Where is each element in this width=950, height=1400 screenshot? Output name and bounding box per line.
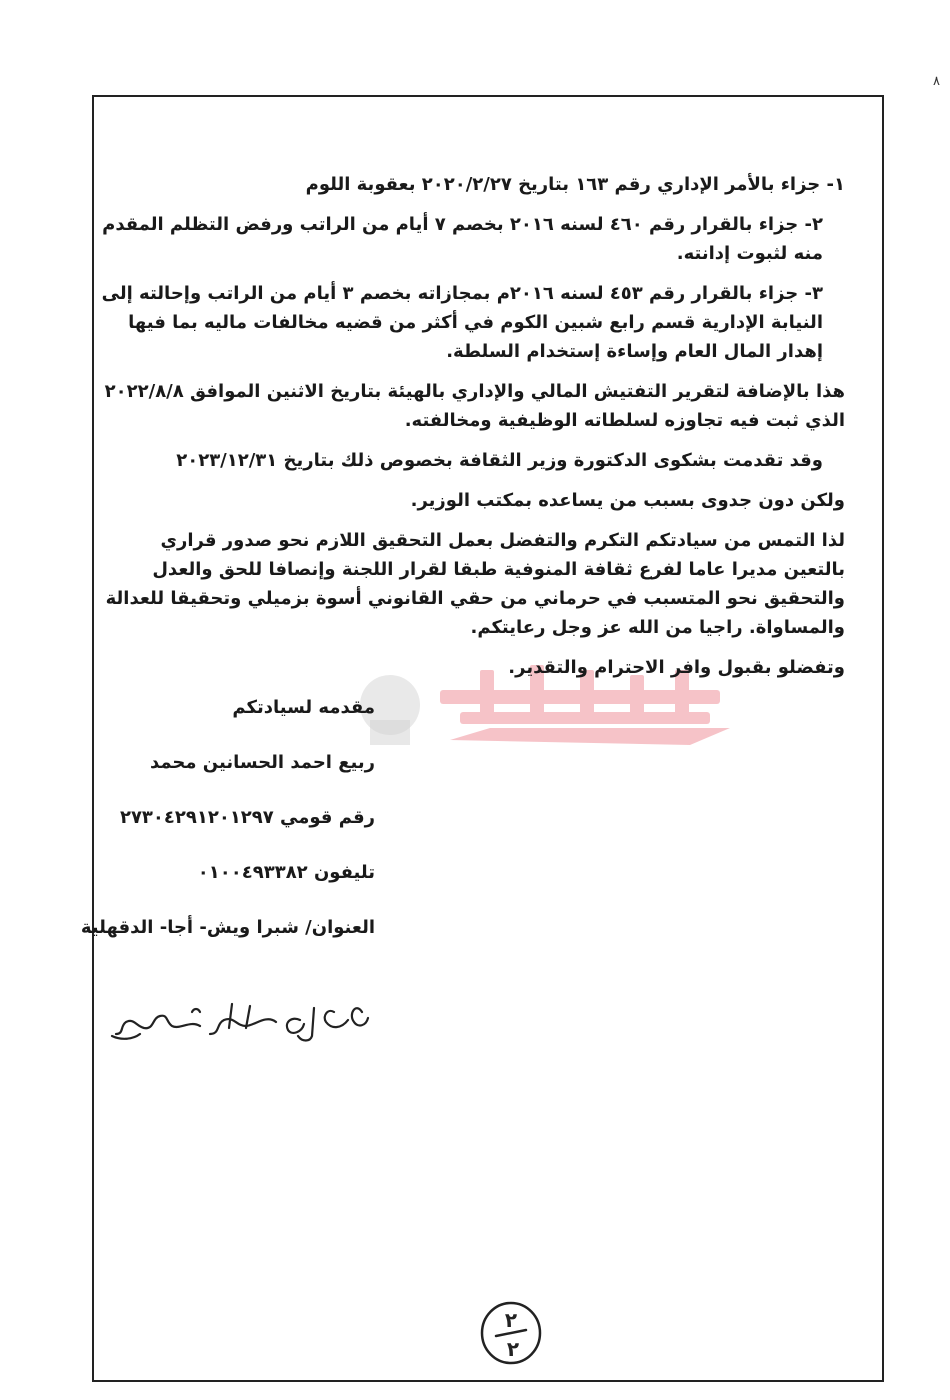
phone-number: تليفون ٠١٠٠٤٩٣٣٨٢ xyxy=(197,862,375,883)
page-number-seal xyxy=(478,1300,544,1366)
closing-line: وتفضلو بقبول وافر الاحترام والتقدير. xyxy=(508,657,845,678)
page-number-current: ٢ xyxy=(504,1308,518,1332)
address: العنوان/ شبرا ويش- أجا- الدقهلية xyxy=(80,917,375,938)
signature-intro: مقدمه لسيادتكم xyxy=(232,697,375,718)
page-number-total: ٢ xyxy=(506,1337,520,1361)
penalty-item-1: ١- جزاء بالأمر الإداري رقم ١٦٣ بتاريخ ٢٠٢٠/٢/٢٧ بعقوبة اللوم xyxy=(305,174,845,195)
penalty-item-2: ٢- جزاء بالقرار رقم ٤٦٠ لسنه ٢٠١٦ بخصم ٧ أيام من الراتب ورفض التظلم المقدم منه لثبوت إدانته. xyxy=(102,214,823,264)
letter-body xyxy=(80,170,845,968)
signer-name: ربيع احمد الحسانين محمد xyxy=(149,752,375,773)
penalty-item-3: ٣- جزاء بالقرار رقم ٤٥٣ لسنه ٢٠١٦م بمجازاته بخصم ٣ أيام من الراتب وإحالته إلى النيابة الإدارية قسم رابع شبين الكوم في أكثر من قضيه مخالفات ماليه بما فيها إهدار المال العام وإساءة إستخدام السلطة. xyxy=(101,283,823,362)
corner-mark: ٨ xyxy=(933,74,940,89)
signature-block xyxy=(80,693,845,943)
handwritten-signature xyxy=(100,990,380,1050)
inspection-report-paragraph: هذا بالإضافة لتقرير التفتيش المالي والإداري بالهيئة بتاريخ الاثنين الموافق ٢٠٢٢/٨/٨ الذي ثبت فيه تجاوزه لسلطاته الوظيفية ومخالفته. xyxy=(104,381,845,431)
request-paragraph: لذا التمس من سيادتكم التكرم والتفضل بعمل التحقيق اللازم نحو صدور قراري بالتعين مديرا عاما لفرع ثقافة المنوفية طبقا لقرار اللجنة وإنصافا للحق والعدل والتحقيق نحو المتسبب في حرماني من حقي القانوني أسوة بزميلي وتحقيقا للعدالة والمساواة. راجيا من الله عز وجل رعايتكم. xyxy=(105,530,845,638)
no-result-paragraph: ولكن دون جدوى بسبب من يساعده بمكتب الوزير. xyxy=(410,490,845,511)
complaint-paragraph: وقد تقدمت بشكوى الدكتورة وزير الثقافة بخصوص ذلك بتاريخ ٢٠٢٣/١٢/٣١ xyxy=(176,450,823,471)
national-id: رقم قومي ٢٧٣٠٤٢٩١٢٠١٢٩٧ xyxy=(119,807,375,828)
